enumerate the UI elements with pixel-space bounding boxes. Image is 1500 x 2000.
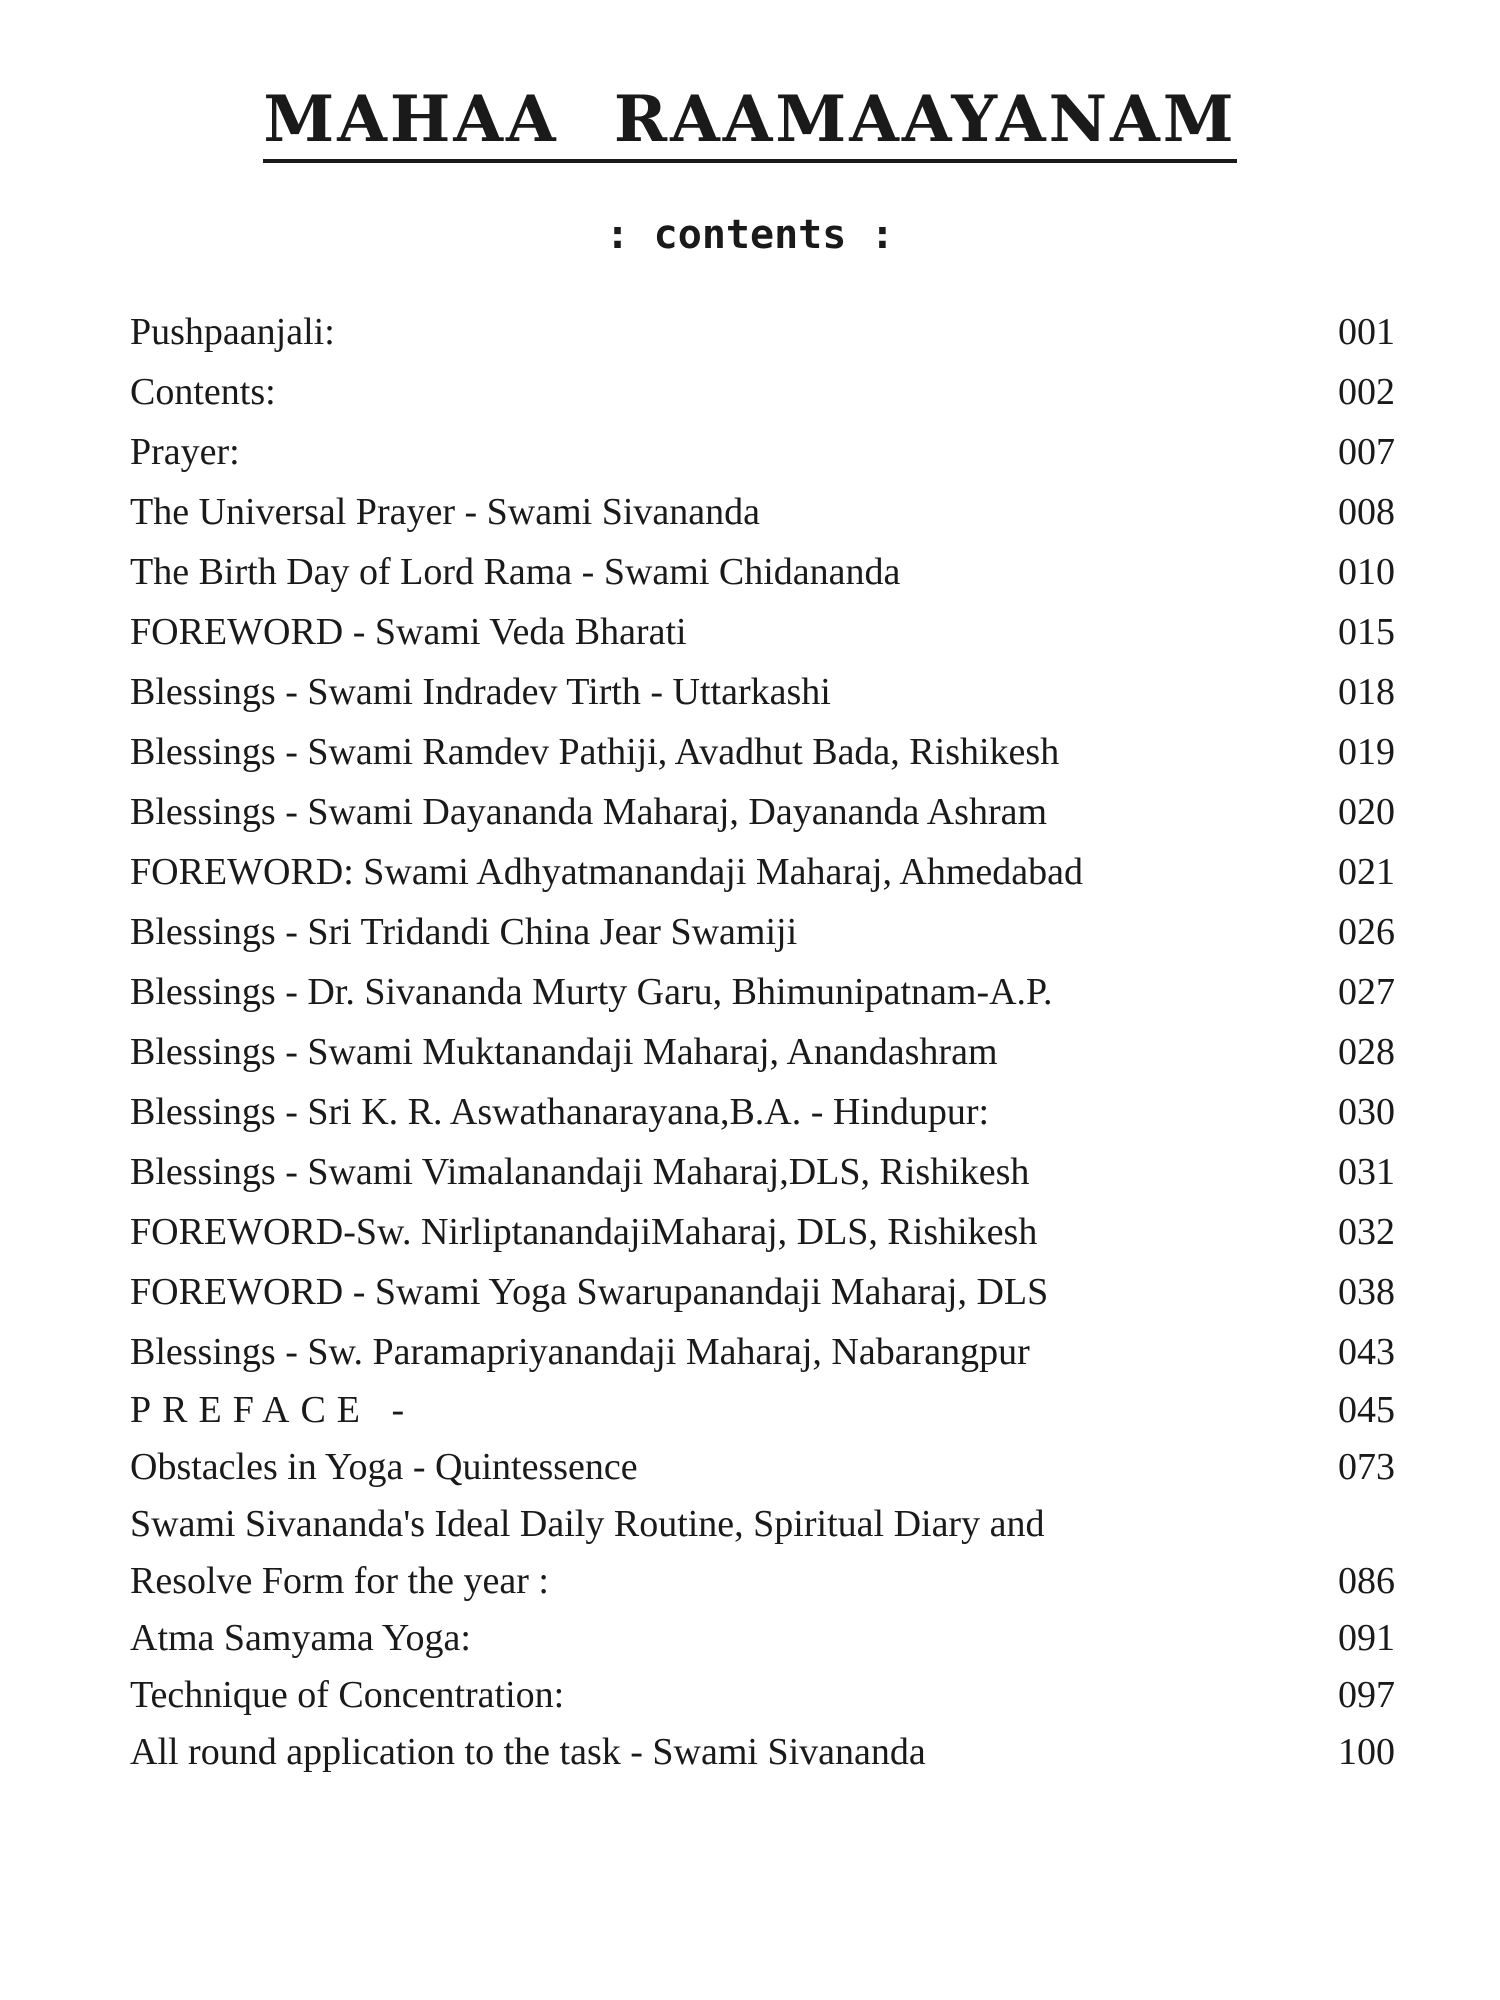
toc-entry	[130, 962, 1395, 1022]
toc-entry	[130, 1667, 1395, 1724]
toc-entry-title: Prayer:	[130, 431, 240, 473]
toc-entry-page: 031	[1338, 1151, 1395, 1193]
toc-entry-title: Blessings - Swami Vimalanandaji Maharaj,DLS, Rishikesh	[130, 1151, 1030, 1193]
toc-entry-title: Blessings - Sri K. R. Aswathanarayana,B.A. - Hindupur:	[130, 1091, 990, 1133]
toc-entry	[130, 842, 1395, 902]
toc-entry-title: Blessings - Swami Indradev Tirth - Uttarkashi	[130, 671, 831, 713]
toc-entry	[130, 662, 1395, 722]
toc-entry-title: Pushpaanjali:	[130, 311, 335, 353]
book-title-text: MAHAA RAAMAAYANAM	[263, 82, 1236, 163]
toc-entry-page: 073	[1338, 1446, 1395, 1488]
toc-entry-page: 100	[1338, 1731, 1395, 1773]
toc-entry-title: Blessings - Sw. Paramapriyanandaji Maharaj, Nabarangpur	[130, 1331, 1030, 1373]
toc-entry-title: Blessings - Swami Ramdev Pathiji, Avadhut Bada, Rishikesh	[130, 731, 1060, 773]
toc-entry-title: Resolve Form for the year :	[130, 1560, 549, 1602]
toc-entry-title: Contents:	[130, 371, 276, 413]
toc-entry	[130, 542, 1395, 602]
toc-entry-page: 007	[1338, 431, 1395, 473]
toc-entry-page: 002	[1338, 371, 1395, 413]
toc-entry	[130, 1262, 1395, 1322]
toc-entry-title: Technique of Concentration:	[130, 1674, 565, 1716]
toc-entry	[130, 1553, 1395, 1610]
toc-entry-title: Atma Samyama Yoga:	[130, 1617, 471, 1659]
toc-entry-page: 028	[1338, 1031, 1395, 1073]
toc-entry	[130, 1724, 1395, 1781]
toc-entry-title: Blessings - Sri Tridandi China Jear Swamiji	[130, 911, 798, 953]
toc-entry-page: 020	[1338, 791, 1395, 833]
toc-entry-page: 008	[1338, 491, 1395, 533]
book-title	[0, 82, 1500, 163]
toc-entry-title: FOREWORD-Sw. NirliptanandajiMaharaj, DLS, Rishikesh	[130, 1211, 1038, 1253]
toc-entry-title: The Universal Prayer - Swami Sivananda	[130, 491, 760, 533]
toc-entry	[130, 1382, 1395, 1439]
toc-entry-title: Obstacles in Yoga - Quintessence	[130, 1446, 638, 1488]
toc-entry-page: 091	[1338, 1617, 1395, 1659]
toc-entry	[130, 602, 1395, 662]
toc-entry-page: 010	[1338, 551, 1395, 593]
toc-entry-title: All round application to the task - Swami Sivananda	[130, 1731, 926, 1773]
toc-entry	[130, 1322, 1395, 1382]
toc-entry	[130, 302, 1395, 362]
toc-entry	[130, 1610, 1395, 1667]
toc-entry	[130, 1439, 1395, 1496]
toc-entry-page: 032	[1338, 1211, 1395, 1253]
toc-entry-page: 043	[1338, 1331, 1395, 1373]
toc-entry-title: The Birth Day of Lord Rama - Swami Chidananda	[130, 551, 901, 593]
toc-entry	[130, 722, 1395, 782]
toc-entry-title: Blessings - Swami Dayananda Maharaj, Dayananda Ashram	[130, 791, 1048, 833]
toc-entry-title: Blessings - Swami Muktanandaji Maharaj, Anandashram	[130, 1031, 998, 1073]
toc-entry	[130, 362, 1395, 422]
toc-entry	[130, 902, 1395, 962]
toc-entry-page: 086	[1338, 1560, 1395, 1602]
toc-entry	[130, 1496, 1395, 1553]
toc-entry	[130, 1022, 1395, 1082]
toc-entry	[130, 1082, 1395, 1142]
toc-entry-page: 030	[1338, 1091, 1395, 1133]
toc-entry-page: 027	[1338, 971, 1395, 1013]
toc-entry-title: Swami Sivananda's Ideal Daily Routine, Spiritual Diary and	[130, 1503, 1045, 1545]
toc-entry-title: FOREWORD: Swami Adhyatmanandaji Maharaj, Ahmedabad	[130, 851, 1083, 893]
table-of-contents	[130, 302, 1395, 1781]
toc-entry-page: 097	[1338, 1674, 1395, 1716]
toc-entry-page: 021	[1338, 851, 1395, 893]
toc-entry-title: FOREWORD - Swami Veda Bharati	[130, 611, 687, 653]
toc-entry	[130, 1142, 1395, 1202]
toc-entry-page: 026	[1338, 911, 1395, 953]
toc-entry	[130, 482, 1395, 542]
toc-entry-title: Blessings - Dr. Sivananda Murty Garu, Bhimunipatnam-A.P.	[130, 971, 1053, 1013]
toc-entry-page: 038	[1338, 1271, 1395, 1313]
toc-entry	[130, 782, 1395, 842]
toc-entry-page: 045	[1338, 1389, 1395, 1431]
toc-entry-title: PREFACE -	[130, 1389, 416, 1431]
toc-entry-page: 019	[1338, 731, 1395, 773]
toc-entry-title: FOREWORD - Swami Yoga Swarupanandaji Maharaj, DLS	[130, 1271, 1049, 1313]
toc-entry-page: 001	[1338, 311, 1395, 353]
contents-heading: : contents :	[605, 212, 895, 258]
toc-entry-page: 015	[1338, 611, 1395, 653]
toc-entry	[130, 1202, 1395, 1262]
toc-entry	[130, 422, 1395, 482]
toc-entry-page: 018	[1338, 671, 1395, 713]
